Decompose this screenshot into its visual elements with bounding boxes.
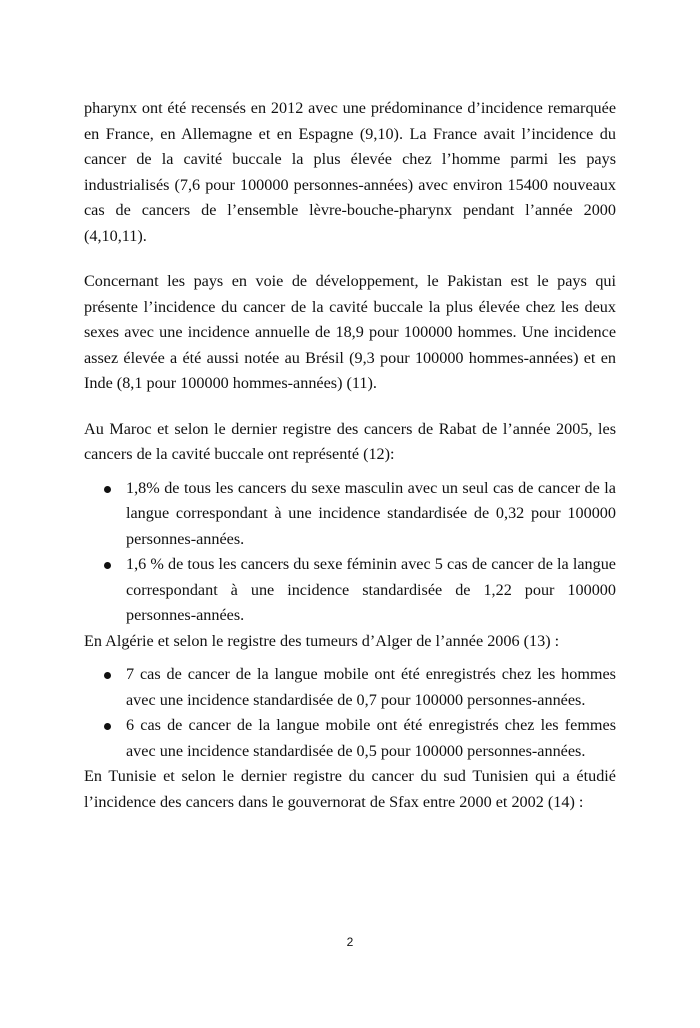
- list-item-text: 1,6 % de tous les cancers du sexe féminin avec 5 cas de cancer de la langue correspondant à une incidence standardisée de 1,22 pour 100000 personnes-années.: [126, 555, 616, 624]
- maroc-bullet-list: [84, 476, 616, 629]
- paragraph-developing-countries: Concernant les pays en voie de développement, le Pakistan est le pays qui présente l’incidence du cancer de la cavité buccale la plus élevée chez les deux sexes avec une incidence annuelle de 18,9 pour 100000 hommes. Une incidence assez élevée a été aussi notée au Brésil (9,3 pour 100000 hommes-années) et en Inde (8,1 pour 100000 hommes-années) (11).: [84, 272, 616, 392]
- paragraph-maroc-intro: Au Maroc et selon le dernier registre des cancers de Rabat de l’année 2005, les cancers de la cavité buccale ont représenté (12):: [84, 419, 616, 463]
- page-number: 2: [346, 935, 354, 949]
- list-item-text: 6 cas de cancer de la langue mobile ont été enregistrés chez les femmes avec une incidence standardisée de 0,5 pour 100000 personnes-années.: [126, 716, 616, 760]
- list-item-text: 1,8% de tous les cancers du sexe masculin avec un seul cas de cancer de la langue correspondant à une incidence standardisée de 0,32 pour 100000 personnes-années.: [126, 478, 616, 548]
- paragraph-tunisie-intro: En Tunisie et selon le dernier registre du cancer du sud Tunisien qui a étudié l’incidence des cancers dans le gouvernorat de Sfax entre 2000 et 2002 (14) :: [84, 767, 616, 811]
- body-text: [84, 96, 616, 815]
- bullet-icon: [104, 562, 111, 569]
- list-item: [84, 552, 616, 629]
- paragraph-algerie-intro: En Algérie et selon le registre des tumeurs d’Alger de l’année 2006 (13) :: [84, 631, 560, 650]
- list-item: [84, 713, 616, 764]
- list-item-text: 7 cas de cancer de la langue mobile ont été enregistrés chez les hommes avec une incidence standardisée de 0,7 pour 100000 personnes-années.: [126, 665, 616, 709]
- list-item: [84, 662, 616, 713]
- bullet-icon: [104, 723, 111, 730]
- bullet-icon: [104, 672, 111, 679]
- bullet-icon: [104, 486, 111, 493]
- list-item: [84, 476, 616, 553]
- algerie-bullet-list: [84, 662, 616, 764]
- paragraph-incidence-europe: pharynx ont été recensés en 2012 avec une prédominance d’incidence remarquée en France, en Allemagne et en Espagne (9,10). La France avait l’incidence du cancer de la cavité buccale la plus élevée chez l’homme parmi les pays industrialisés (7,6 pour 100000 personnes-années) avec environ 15400 nouveaux cas de cancers de l’ensemble lèvre-bouche-pharynx pendant l’année 2000 (4,10,11).: [84, 99, 616, 245]
